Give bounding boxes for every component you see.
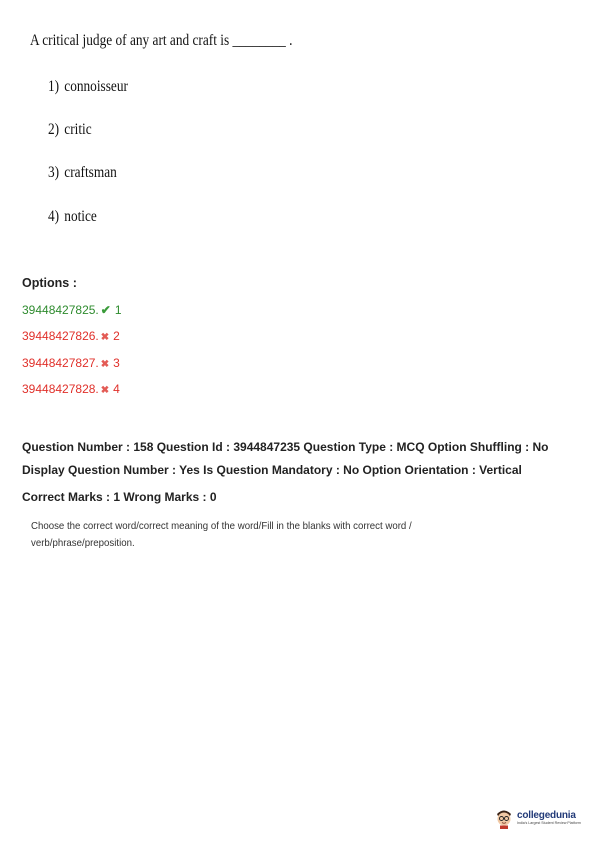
choice-text: craftsman [64, 164, 117, 181]
options-heading: Options : [22, 276, 77, 290]
option-row-2 [22, 329, 120, 343]
collegedunia-logo [494, 803, 581, 833]
choice-number: 3) [48, 164, 60, 181]
logo-name: collegedunia [517, 810, 576, 821]
choice-1 [48, 78, 128, 96]
question-text: A critical judge of any art and craft is ________ . [30, 32, 293, 49]
question-instruction: Choose the correct word/correct meaning of the word/Fill in the blanks with correct word / verb/phrase/preposition. [31, 520, 412, 549]
choice-text: critic [64, 121, 92, 138]
option-id: 39448427826. [22, 329, 99, 343]
option-row-4 [22, 382, 120, 396]
cross-icon: ✖ [100, 385, 110, 396]
choice-4 [48, 208, 97, 226]
question-marks-line: Correct Marks : 1 Wrong Marks : 0 [22, 490, 217, 504]
cross-icon: ✖ [100, 359, 110, 370]
option-value: 4 [113, 382, 120, 396]
choice-number: 1) [48, 78, 60, 95]
mascot-icon [494, 807, 514, 829]
option-id: 39448427825. [22, 303, 99, 317]
option-row-3 [22, 356, 120, 370]
choice-text: connoisseur [64, 78, 128, 95]
choice-number: 4) [48, 208, 60, 225]
option-row-1 [22, 303, 122, 317]
option-id: 39448427828. [22, 382, 99, 396]
check-icon: ✔ [100, 303, 111, 317]
cross-icon: ✖ [100, 332, 110, 343]
choice-text: notice [64, 208, 97, 225]
logo-tagline: India's Largest Student Review Platform [517, 821, 581, 825]
question-meta-line-1: Question Number : 158 Question Id : 3944847235 Question Type : MCQ Option Shuffling : No [22, 440, 549, 454]
question-meta-line-2: Display Question Number : Yes Is Question Mandatory : No Option Orientation : Vertical [22, 463, 522, 477]
choice-number: 2) [48, 121, 60, 138]
choice-3 [48, 164, 117, 182]
option-value: 2 [113, 329, 120, 343]
option-value: 3 [113, 356, 120, 370]
option-id: 39448427827. [22, 356, 99, 370]
option-value: 1 [114, 303, 122, 317]
choice-2 [48, 121, 92, 139]
